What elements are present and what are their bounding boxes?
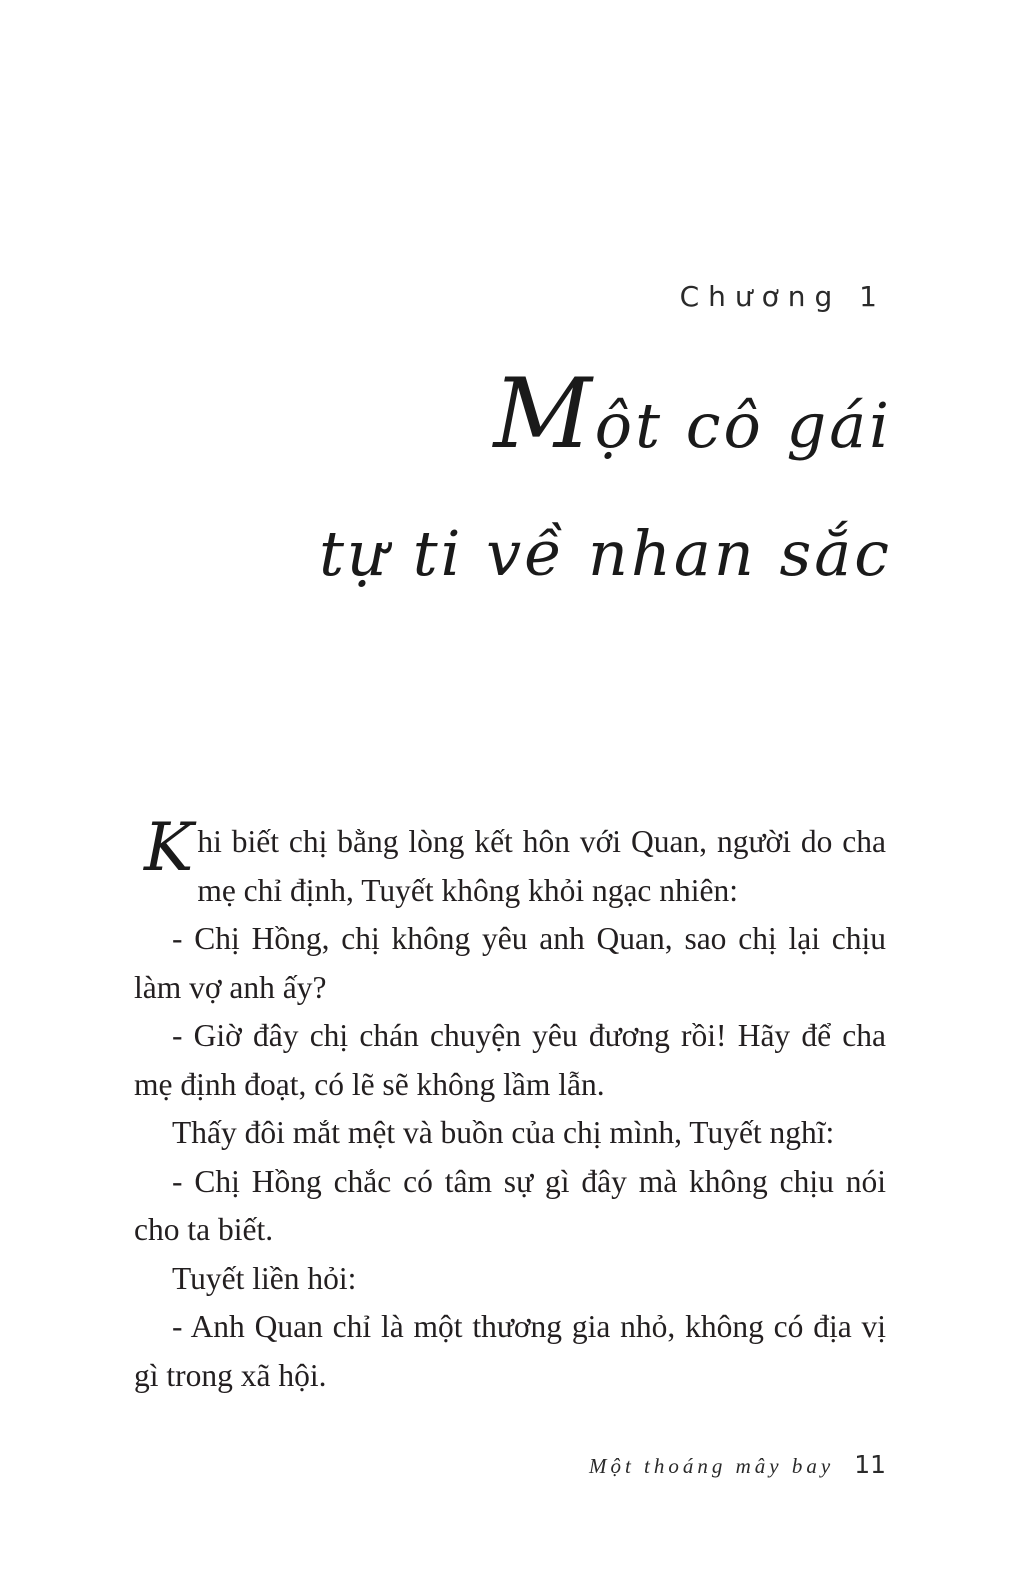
chapter-body: [134, 809, 886, 1400]
paragraph-dialogue: - Chị Hồng chắc có tâm sự gì đây mà không chịu nói cho ta biết.: [134, 1163, 886, 1247]
chapter-title-line-1-text: ột cô gái: [594, 389, 892, 462]
paragraph-text: hi biết chị bằng lòng kết hôn với Quan, người do cha mẹ chỉ định, Tuyết không khỏi ngạc nhiên:: [197, 824, 886, 908]
paragraph-dialogue: - Anh Quan chỉ là một thương gia nhỏ, không có địa vị gì trong xã hội.: [134, 1309, 886, 1393]
paragraph-narration: Thấy đôi mắt mệt và buồn của chị mình, Tuyết nghĩ:: [172, 1115, 835, 1150]
footer-book-title: Một thoáng mây bay: [588, 1454, 835, 1478]
chapter-title-line-2: tự ti về nhan sắc: [319, 517, 892, 590]
paragraph-dialogue: - Chị Hồng, chị không yêu anh Quan, sao chị lại chịu làm vợ anh ấy?: [134, 921, 886, 1005]
chapter-title-initial: M: [493, 358, 595, 470]
chapter-label: Chương 1: [679, 280, 886, 313]
paragraph-opening: [134, 809, 886, 915]
running-footer: [589, 1450, 886, 1479]
page-number: 11: [854, 1450, 886, 1479]
paragraph-dialogue: - Giờ đây chị chán chuyện yêu đương rồi! Hãy để cha mẹ định đoạt, có lẽ sẽ không lầm lẫn.: [134, 1018, 886, 1102]
drop-cap: K: [144, 809, 194, 886]
paragraph-narration: Tuyết liền hỏi:: [172, 1260, 357, 1296]
chapter-title: [319, 350, 892, 618]
chapter-title-line-1: [319, 350, 892, 490]
